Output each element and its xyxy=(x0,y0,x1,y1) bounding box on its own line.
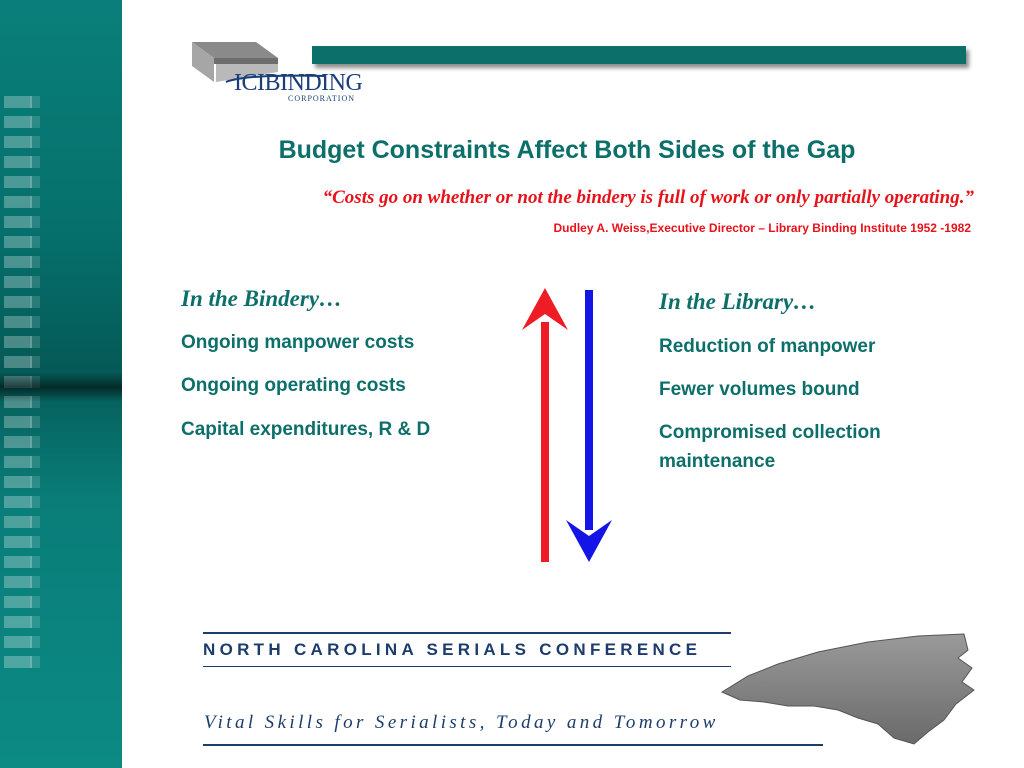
north-carolina-map-icon xyxy=(718,628,980,748)
up-arrow-icon xyxy=(522,288,568,562)
bindery-item-3: Capital expenditures, R & D xyxy=(181,419,431,440)
header-rule xyxy=(312,46,966,64)
gap-arrows xyxy=(516,284,616,568)
footer-rule-top xyxy=(203,632,731,634)
slide-title: Budget Constraints Affect Both Sides of the Gap xyxy=(278,136,856,164)
library-heading: In the Library… xyxy=(659,289,817,314)
conference-name: NORTH CAROLINA SERIALS CONFERENCE xyxy=(203,640,702,659)
left-decorative-band xyxy=(0,0,122,768)
bindery-item-1: Ongoing manpower costs xyxy=(181,332,415,353)
logo-name: ICIBINDING xyxy=(234,70,363,96)
quote: “Costs go on whether or not the bindery is full of work or only partially operating.” xyxy=(322,187,974,208)
bindery-heading: In the Bindery… xyxy=(181,286,343,311)
library-item-1: Reduction of manpower xyxy=(659,336,876,357)
footer-rule-middle xyxy=(203,666,731,667)
bindery-item-2: Ongoing operating costs xyxy=(181,375,406,396)
down-arrow-icon xyxy=(566,290,612,562)
library-item-2: Fewer volumes bound xyxy=(659,379,860,400)
library-item-3: Compromised collection maintenance xyxy=(659,422,881,472)
quote-attribution: Dudley A. Weiss,Executive Director – Library Binding Institute 1952 -1982 xyxy=(553,221,971,235)
conference-tagline: Vital Skills for Serialists, Today and Tomorrow xyxy=(204,712,719,733)
band-shadow xyxy=(0,372,122,402)
logo-subtitle: CORPORATION xyxy=(288,94,356,103)
